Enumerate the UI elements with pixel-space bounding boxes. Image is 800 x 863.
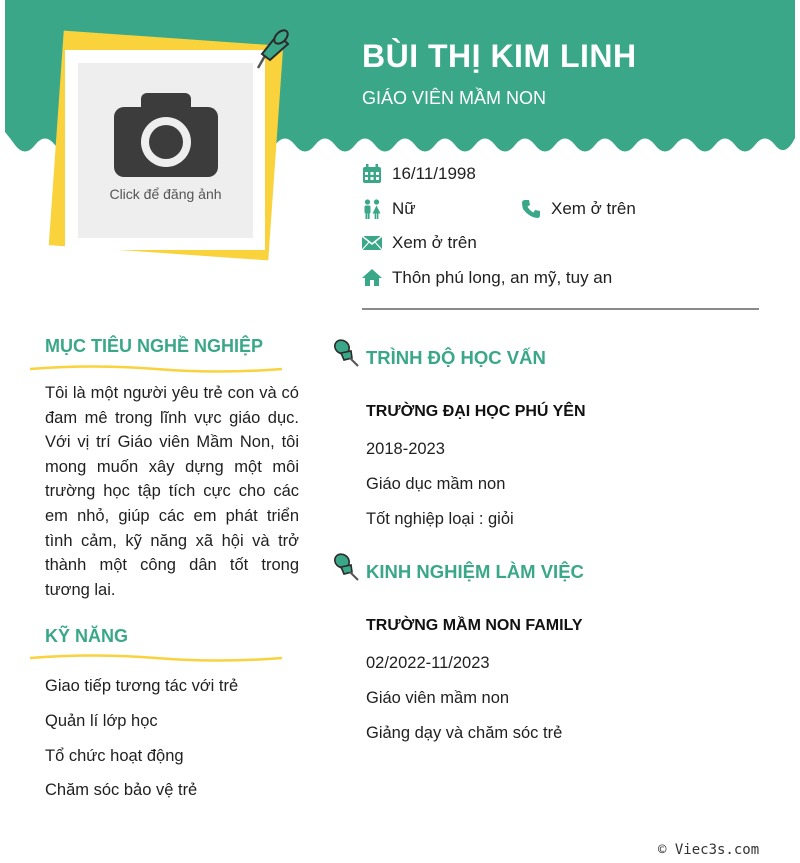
skill-item: Giao tiếp tương tác với trẻ xyxy=(45,677,239,695)
education-result: Tốt nghiệp loại : giỏi xyxy=(366,510,514,528)
education-school: TRƯỜNG ĐẠI HỌC PHÚ YÊN xyxy=(366,403,586,420)
experience-description: Giảng dạy và chăm sóc trẻ xyxy=(366,724,563,742)
email-value[interactable]: Xem ở trên xyxy=(392,233,477,252)
objective-text: Tôi là một người yêu trẻ con và có đam mê trong lĩnh vực giáo dục. Với vị trí Giáo viên Mầm Non, tôi mong muốn xây dựng một môi trường học tập tích cực cho các em nhỏ, giúp các em phát triển tình cảm, kỹ năng xã hội và trở thành một công dân tốt trong tương lai. xyxy=(45,384,299,599)
experience-position: Giáo viên mầm non xyxy=(366,689,510,707)
phone-row xyxy=(521,199,636,219)
calendar-icon xyxy=(362,164,382,184)
email-row xyxy=(362,233,477,253)
candidate-name: BÙI THỊ KIM LINH xyxy=(362,38,637,74)
education-major: Giáo dục mầm non xyxy=(366,475,506,493)
camera-icon xyxy=(111,87,221,182)
experience-period: 02/2022-11/2023 xyxy=(366,654,490,672)
pushpin-icon xyxy=(332,552,360,582)
objective-heading: MỤC TIÊU NGHỀ NGHIỆP xyxy=(45,336,264,356)
contact-divider xyxy=(362,308,759,310)
phone-icon xyxy=(521,199,541,219)
skills-underline xyxy=(28,652,284,664)
pushpin-icon xyxy=(332,338,360,368)
people-icon xyxy=(362,199,382,219)
gender-row xyxy=(362,199,416,219)
footer-copyright: © Viec3s.com xyxy=(658,842,760,858)
birthdate-row xyxy=(362,164,476,184)
pushpin-icon xyxy=(248,24,292,74)
address-value: Thôn phú long, an mỹ, tuy an xyxy=(392,268,613,287)
photo-upload-area[interactable] xyxy=(78,63,253,238)
envelope-icon xyxy=(362,233,382,253)
experience-heading: KINH NGHIỆM LÀM VIỆC xyxy=(366,561,584,582)
job-title: GIÁO VIÊN MẦM NON xyxy=(362,88,547,108)
phone-value[interactable]: Xem ở trên xyxy=(551,199,636,218)
skill-item: Chăm sóc bảo vệ trẻ xyxy=(45,781,198,799)
skills-heading: KỸ NĂNG xyxy=(45,626,129,646)
objective-underline xyxy=(28,363,284,375)
photo-upload-label[interactable]: Click để đăng ảnh xyxy=(109,186,222,202)
home-icon xyxy=(362,268,382,288)
education-heading: TRÌNH ĐỘ HỌC VẤN xyxy=(366,347,546,368)
skill-item: Quản lí lớp học xyxy=(45,712,158,730)
birthdate-value: 16/11/1998 xyxy=(392,164,476,183)
education-period: 2018-2023 xyxy=(366,440,445,458)
address-row xyxy=(362,268,612,288)
skill-item: Tổ chức hoạt động xyxy=(45,747,184,765)
gender-value: Nữ xyxy=(392,199,416,218)
experience-company: TRƯỜNG MẦM NON FAMILY xyxy=(366,617,583,634)
